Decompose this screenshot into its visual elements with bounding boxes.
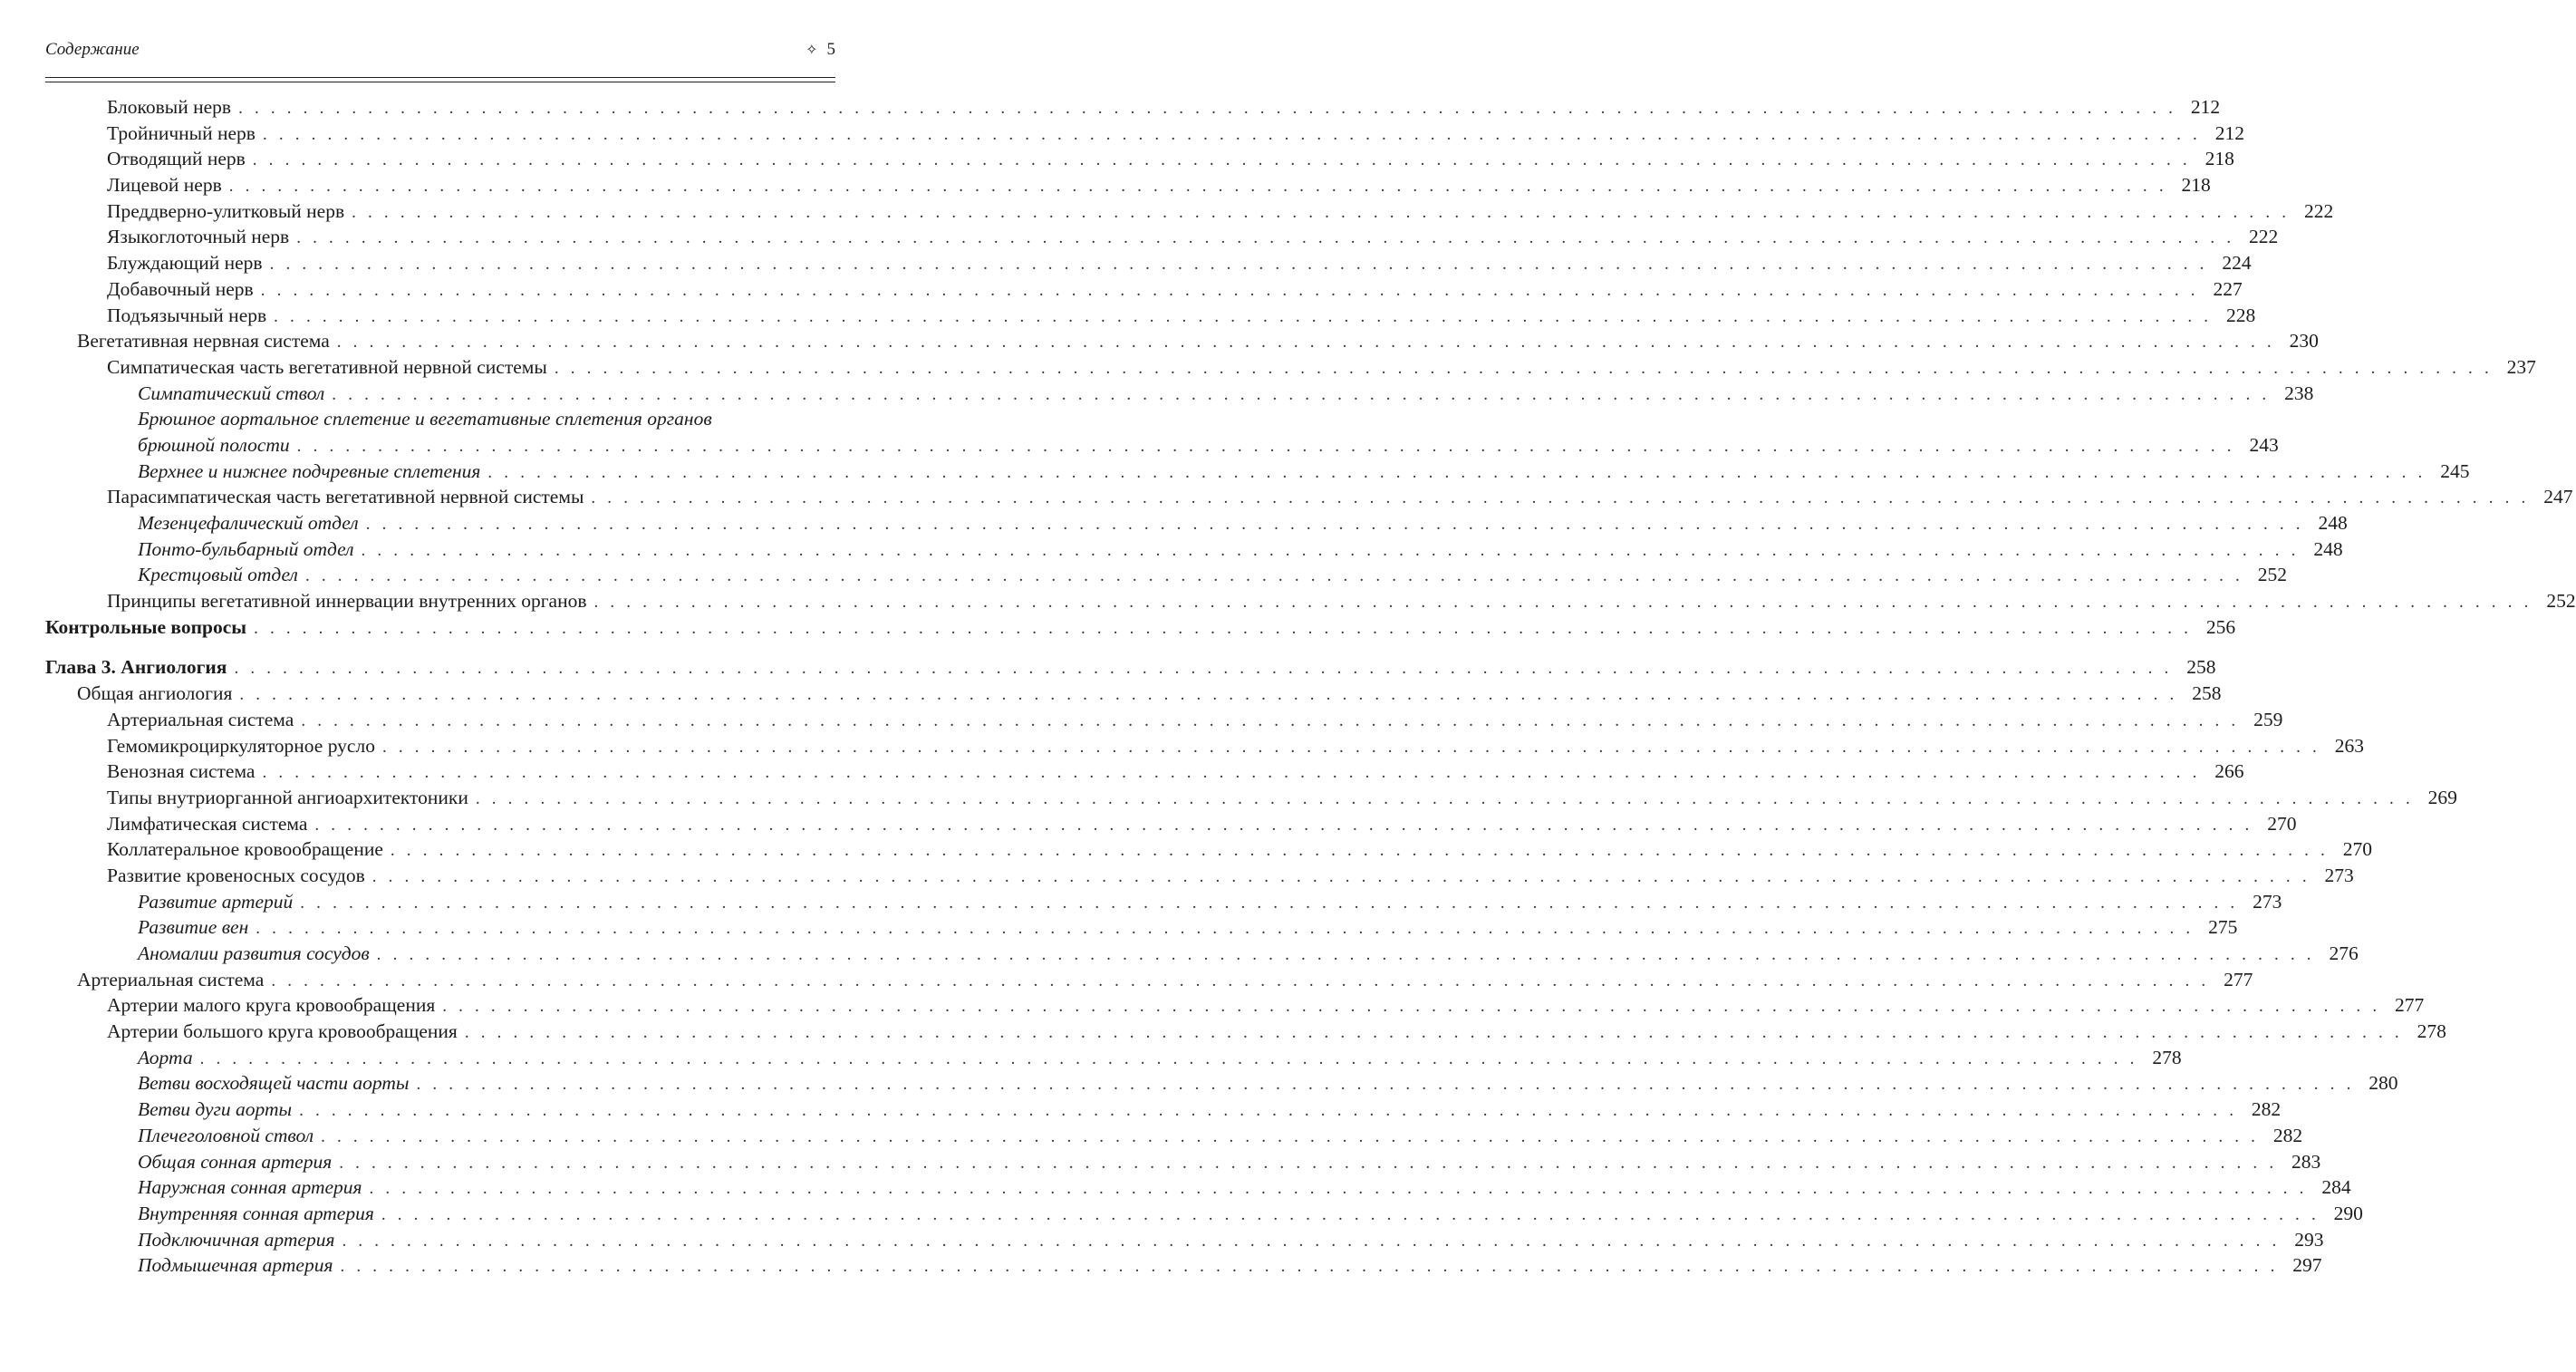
dot-leader: . . . . . . . . . . . . . . . . . . . . . . . . . . . . . . . . . . . . . . . . . . . . . . . . . . . . . . . . . . . . . . . . . . . . . . . . . . . . . . . . . . . . . . . . . . . . . . . . . . . . . . . . . . . . . . . . . . . . . . . .: [381, 737, 2321, 757]
toc-entry-title: Ветви дуги аорты: [138, 1098, 293, 1121]
toc-entry: [45, 992, 2425, 1019]
diamond-icon: ✧: [806, 43, 818, 58]
toc-entry: [45, 1252, 2322, 1279]
toc-entry-page: 247: [2543, 486, 2573, 508]
toc-entry-title: брюшной полости: [138, 433, 290, 456]
dot-leader: . . . . . . . . . . . . . . . . . . . . . . . . . . . . . . . . . . . . . . . . . . . . . . . . . . . . . . . . . . . . . . . . . . . . . . . . . . . . . . . . . . . . . . . . . . . . . . . . . . . . . . . . . . . . . . . . . . . . . . . .: [487, 462, 2426, 482]
toc-entry-page: 259: [2253, 708, 2283, 730]
toc-entry: [45, 614, 2236, 641]
toc-entry-page: 266: [2214, 760, 2244, 783]
toc-entry: [45, 654, 2216, 681]
dot-leader: . . . . . . . . . . . . . . . . . . . . . . . . . . . . . . . . . . . . . . . . . . . . . . . . . . . . . . . . . . . . . . . . . . . . . . . . . . . . . . . . . . . . . . . . . . . . . . . . . . . . . . . . . . . . . . . . . . . . . . . .: [256, 919, 2195, 939]
dot-leader: . . . . . . . . . . . . . . . . . . . . . . . . . . . . . . . . . . . . . . . . . . . . . . . . . . . . . . . . . . . . . . . . . . . . . . . . . . . . . . . . . . . . . . . . . . . . . . . . . . . . . . . . . . . . . . . . . . . . . . . .: [239, 685, 2178, 705]
toc-entry-page: 258: [2186, 656, 2216, 679]
dot-leader: . . . . . . . . . . . . . . . . . . . . . . . . . . . . . . . . . . . . . . . . . . . . . . . . . . . . . . . . . . . . . . . . . . . . . . . . . . . . . . . . . . . . . . . . . . . . . . . . . . . . . . . . . . . . . . . . . . . . . . . .: [296, 228, 2235, 248]
toc-entry-page: 269: [2427, 786, 2457, 808]
dot-leader: . . . . . . . . . . . . . . . . . . . . . . . . . . . . . . . . . . . . . . . . . . . . . . . . . . . . . . . . . . . . . . . . . . . . . . . . . . . . . . . . . . . . . . . . . . . . . . . . . . . . . . . . . . . . . . . . . . . . . . . .: [339, 1153, 2278, 1173]
toc-entry: [45, 303, 2256, 329]
dot-leader: . . . . . . . . . . . . . . . . . . . . . . . . . . . . . . . . . . . . . . . . . . . . . . . . . . . . . . . . . . . . . . . . . . . . . . . . . . . . . . . . . . . . . . . . . . . . . . . . . . . . . . . . . . . . . . . . . . . . . . . .: [442, 997, 2381, 1017]
toc-entry-title: Парасимпатическая часть вегетативной нервной системы: [107, 486, 584, 508]
toc-entry-title: Ветви восходящей части аорты: [138, 1072, 410, 1095]
dot-leader: . . . . . . . . . . . . . . . . . . . . . . . . . . . . . . . . . . . . . . . . . . . . . . . . . . . . . . . . . . . . . . . . . . . . . . . . . . . . . . . . . . . . . . . . . . . . . . . . . . . . . . . . . . . . . . . . . . . . . . . .: [340, 1257, 2279, 1277]
toc-entry-title: Развитие кровеносных сосудов: [107, 864, 365, 886]
toc-entry-title: Понто-бульбарный отдел: [138, 537, 354, 560]
running-header-page: [806, 40, 835, 60]
toc-entry: [45, 863, 2354, 889]
toc-entry: [45, 121, 2244, 147]
toc-entry: [45, 172, 2211, 198]
toc-entry: [45, 1097, 2282, 1123]
toc-entry: [45, 1123, 2303, 1149]
toc-entry-page: 270: [2342, 838, 2372, 861]
toc-entry-page: 276: [2329, 942, 2359, 964]
dot-leader: . . . . . . . . . . . . . . . . . . . . . . . . . . . . . . . . . . . . . . . . . . . . . . . . . . . . . . . . . . . . . . . . . . . . . . . . . . . . . . . . . . . . . . . . . . . . . . . . . . . . . . . . . . . . . . . . . . . . . . . .: [262, 763, 2201, 783]
page-number: 5: [826, 40, 835, 59]
dot-leader: . . . . . . . . . . . . . . . . . . . . . . . . . . . . . . . . . . . . . . . . . . . . . . . . . . . . . . . . . . . . . . . . . . . . . . . . . . . . . . . . . . . . . . . . . . . . . . . . . . . . . . . . . . . . . . . . . . . . . . . .: [269, 255, 2208, 275]
toc-entry-page: 270: [2267, 812, 2297, 835]
toc-entry-title: Подмышечная артерия: [138, 1254, 333, 1277]
toc-entry: [45, 406, 836, 432]
dot-leader: . . . . . . . . . . . . . . . . . . . . . . . . . . . . . . . . . . . . . . . . . . . . . . . . . . . . . . . . . . . . . . . . . . . . . . . . . . . . . . . . . . . . . . . . . . . . . . . . . . . . . . . . . . . . . . . . . . . . . . . .: [591, 488, 2530, 508]
dot-leader: . . . . . . . . . . . . . . . . . . . . . . . . . . . . . . . . . . . . . . . . . . . . . . . . . . . . . . . . . . . . . . . . . . . . . . . . . . . . . . . . . . . . . . . . . . . . . . . . . . . . . . . . . . . . . . . . . . . . . . . .: [365, 515, 2304, 534]
dot-leader: . . . . . . . . . . . . . . . . . . . . . . . . . . . . . . . . . . . . . . . . . . . . . . . . . . . . . . . . . . . . . . . . . . . . . . . . . . . . . . . . . . . . . . . . . . . . . . . . . . . . . . . . . . . . . . . . . . . . . . . .: [234, 659, 2173, 679]
toc-entry-page: 263: [2334, 734, 2365, 757]
toc-entry: [45, 707, 2283, 733]
toc-entry: [45, 381, 2314, 407]
toc-entry-title: Преддверно-улитковый нерв: [107, 199, 345, 222]
toc-entry: [45, 536, 2343, 563]
toc-entry-page: 248: [2313, 537, 2343, 560]
toc-entry-title: Внутренняя сонная артерия: [138, 1202, 374, 1224]
toc-entry-title: Наружная сонная артерия: [138, 1176, 362, 1199]
toc-entry-title: Аномалии развития сосудов: [138, 942, 370, 964]
toc-entry: [45, 328, 2319, 354]
toc-entry: [45, 198, 2334, 225]
dot-leader: . . . . . . . . . . . . . . . . . . . . . . . . . . . . . . . . . . . . . . . . . . . . . . . . . . . . . . . . . . . . . . . . . . . . . . . . . . . . . . . . . . . . . . . . . . . . . . . . . . . . . . . . . . . . . . . . . . . . . . . .: [593, 593, 2533, 613]
toc-entry: [45, 1174, 2351, 1201]
dot-leader: . . . . . . . . . . . . . . . . . . . . . . . . . . . . . . . . . . . . . . . . . . . . . . . . . . . . . . . . . . . . . . . . . . . . . . . . . . . . . . . . . . . . . . . . . . . . . . . . . . . . . . . . . . . . . . . . . . . . . . . .: [260, 280, 2199, 300]
toc-entry: [45, 432, 2279, 459]
toc-entry-page: 273: [2253, 890, 2282, 913]
toc-entry: [45, 484, 2573, 510]
toc-entry-page: 258: [2192, 682, 2222, 705]
toc-entry: [45, 1019, 2446, 1045]
toc-entry: [45, 889, 2282, 915]
toc-entry-page: 238: [2284, 382, 2314, 404]
toc-entry-title: Подключичная артерия: [138, 1228, 335, 1251]
toc-entry-page: 275: [2208, 916, 2238, 939]
dot-leader: . . . . . . . . . . . . . . . . . . . . . . . . . . . . . . . . . . . . . . . . . . . . . . . . . . . . . . . . . . . . . . . . . . . . . . . . . . . . . . . . . . . . . . . . . . . . . . . . . . . . . . . . . . . . . . . . . . . . . . . .: [390, 841, 2329, 861]
toc-entry-page: 237: [2506, 355, 2536, 378]
toc-entry: [45, 1201, 2363, 1227]
toc-entry: [45, 733, 2365, 759]
toc-entry-title: Венозная система: [107, 760, 256, 783]
dot-leader: . . . . . . . . . . . . . . . . . . . . . . . . . . . . . . . . . . . . . . . . . . . . . . . . . . . . . . . . . . . . . . . . . . . . . . . . . . . . . . . . . . . . . . . . . . . . . . . . . . . . . . . . . . . . . . . . . . . . . . . .: [336, 333, 2275, 353]
toc-entry-page: 212: [2190, 96, 2221, 118]
toc-entry-page: 278: [2152, 1046, 2182, 1068]
dot-leader: . . . . . . . . . . . . . . . . . . . . . . . . . . . . . . . . . . . . . . . . . . . . . . . . . . . . . . . . . . . . . . . . . . . . . . . . . . . . . . . . . . . . . . . . . . . . . . . . . . . . . . . . . . . . . . . . . . . . . . . .: [296, 436, 2235, 456]
toc-entry-title: Общая ангиология: [77, 682, 233, 705]
toc-entry-title: Глава 3. Ангиология: [45, 656, 227, 679]
dot-leader: . . . . . . . . . . . . . . . . . . . . . . . . . . . . . . . . . . . . . . . . . . . . . . . . . . . . . . . . . . . . . . . . . . . . . . . . . . . . . . . . . . . . . . . . . . . . . . . . . . . . . . . . . . . . . . . . . . . . . . . .: [376, 945, 2315, 964]
toc-entry: [45, 1070, 2398, 1097]
toc-entry-title: Брюшное аортальное сплетение и вегетативные сплетения органов: [138, 408, 712, 430]
dot-leader: . . . . . . . . . . . . . . . . . . . . . . . . . . . . . . . . . . . . . . . . . . . . . . . . . . . . . . . . . . . . . . . . . . . . . . . . . . . . . . . . . . . . . . . . . . . . . . . . . . . . . . . . . . . . . . . . . . . . . . . .: [361, 540, 2300, 560]
toc-entry-page: 277: [2224, 968, 2253, 990]
toc-entry: [45, 681, 2222, 707]
toc-entry-title: Верхнее и нижнее подчревные сплетения: [138, 459, 481, 482]
toc-entry-title: Гемомикроциркуляторное русло: [107, 734, 375, 757]
toc-entry: [45, 276, 2243, 303]
toc-entry: [45, 510, 2348, 536]
dot-leader: . . . . . . . . . . . . . . . . . . . . . . . . . . . . . . . . . . . . . . . . . . . . . . . . . . . . . . . . . . . . . . . . . . . . . . . . . . . . . . . . . . . . . . . . . . . . . . . . . . . . . . . . . . . . . . . . . . . . . . . .: [300, 893, 2239, 913]
toc-entry-title: Артерии большого круга кровообращения: [107, 1020, 458, 1043]
dot-leader: . . . . . . . . . . . . . . . . . . . . . . . . . . . . . . . . . . . . . . . . . . . . . . . . . . . . . . . . . . . . . . . . . . . . . . . . . . . . . . . . . . . . . . . . . . . . . . . . . . . . . . . . . . . . . . . . . . . . . . . .: [342, 1231, 2281, 1251]
toc-entry-page: 283: [2291, 1150, 2321, 1173]
header-rule-top: [45, 77, 835, 78]
toc-entry-page: 230: [2289, 330, 2319, 353]
toc-entry-title: Артериальная система: [107, 708, 294, 730]
toc-entry-page: 252: [2257, 564, 2287, 586]
dot-leader: . . . . . . . . . . . . . . . . . . . . . . . . . . . . . . . . . . . . . . . . . . . . . . . . . . . . . . . . . . . . . . . . . . . . . . . . . . . . . . . . . . . . . . . . . . . . . . . . . . . . . . . . . . . . . . . . . . . . . . . .: [475, 788, 2414, 808]
dot-leader: . . . . . . . . . . . . . . . . . . . . . . . . . . . . . . . . . . . . . . . . . . . . . . . . . . . . . . . . . . . . . . . . . . . . . . . . . . . . . . . . . . . . . . . . . . . . . . . . . . . . . . . . . . . . . . . . . . . . . . . .: [321, 1126, 2260, 1146]
toc-entry-page: 297: [2292, 1254, 2322, 1277]
toc-entry-title: Крестцовый отдел: [138, 564, 298, 586]
dot-leader: . . . . . . . . . . . . . . . . . . . . . . . . . . . . . . . . . . . . . . . . . . . . . . . . . . . . . . . . . . . . . . . . . . . . . . . . . . . . . . . . . . . . . . . . . . . . . . . . . . . . . . . . . . . . . . . . . . . . . . . .: [416, 1075, 2355, 1095]
toc-entry: [45, 94, 2221, 121]
toc-entry: [45, 588, 2576, 614]
dot-leader: . . . . . . . . . . . . . . . . . . . . . . . . . . . . . . . . . . . . . . . . . . . . . . . . . . . . . . . . . . . . . . . . . . . . . . . . . . . . . . . . . . . . . . . . . . . . . . . . . . . . . . . . . . . . . . . . . . . . . . . .: [262, 124, 2201, 144]
toc-entry-page: 212: [2214, 121, 2244, 144]
toc-entry-page: 228: [2225, 304, 2256, 326]
toc-entry: [45, 146, 2234, 172]
toc-entry: [45, 459, 2470, 485]
toc-entry-page: 277: [2395, 994, 2425, 1017]
toc-entry-page: 248: [2318, 512, 2348, 534]
running-header: [45, 40, 835, 65]
toc-entry: [45, 354, 2536, 381]
dot-leader: . . . . . . . . . . . . . . . . . . . . . . . . . . . . . . . . . . . . . . . . . . . . . . . . . . . . . . . . . . . . . . . . . . . . . . . . . . . . . . . . . . . . . . . . . . . . . . . . . . . . . . . . . . . . . . . . . . . . . . . .: [252, 150, 2191, 170]
toc-entry-page: 224: [2222, 252, 2252, 275]
toc-entry-title: Тройничный нерв: [107, 121, 256, 144]
toc-entry-title: Общая сонная артерия: [138, 1150, 333, 1173]
toc-entry-page: 293: [2294, 1228, 2324, 1251]
toc-entry: [45, 224, 2279, 250]
toc-entry-title: Языкоглоточный нерв: [107, 226, 290, 248]
dot-leader: . . . . . . . . . . . . . . . . . . . . . . . . . . . . . . . . . . . . . . . . . . . . . . . . . . . . . . . . . . . . . . . . . . . . . . . . . . . . . . . . . . . . . . . . . . . . . . . . . . . . . . . . . . . . . . . . . . . . . . . .: [301, 710, 2240, 730]
dot-leader: . . . . . . . . . . . . . . . . . . . . . . . . . . . . . . . . . . . . . . . . . . . . . . . . . . . . . . . . . . . . . . . . . . . . . . . . . . . . . . . . . . . . . . . . . . . . . . . . . . . . . . . . . . . . . . . . . . . . . . . .: [228, 177, 2167, 197]
dot-leader: . . . . . . . . . . . . . . . . . . . . . . . . . . . . . . . . . . . . . . . . . . . . . . . . . . . . . . . . . . . . . . . . . . . . . . . . . . . . . . . . . . . . . . . . . . . . . . . . . . . . . . . . . . . . . . . . . . . . . . . .: [369, 1179, 2308, 1199]
toc-entry-page: 280: [2369, 1072, 2398, 1095]
toc-entry: [45, 811, 2297, 837]
dot-leader: . . . . . . . . . . . . . . . . . . . . . . . . . . . . . . . . . . . . . . . . . . . . . . . . . . . . . . . . . . . . . . . . . . . . . . . . . . . . . . . . . . . . . . . . . . . . . . . . . . . . . . . . . . . . . . . . . . . . . . . .: [554, 358, 2493, 378]
dot-leader: . . . . . . . . . . . . . . . . . . . . . . . . . . . . . . . . . . . . . . . . . . . . . . . . . . . . . . . . . . . . . . . . . . . . . . . . . . . . . . . . . . . . . . . . . . . . . . . . . . . . . . . . . . . . . . . . . . . . . . . .: [352, 202, 2291, 222]
toc-entry: [45, 836, 2372, 863]
toc-entry-page: 273: [2324, 864, 2354, 886]
toc-entry-title: Плечеголовной ствол: [138, 1124, 314, 1146]
toc-entry-title: Аорта: [138, 1046, 193, 1068]
toc-entry: [45, 967, 2253, 993]
dot-leader: . . . . . . . . . . . . . . . . . . . . . . . . . . . . . . . . . . . . . . . . . . . . . . . . . . . . . . . . . . . . . . . . . . . . . . . . . . . . . . . . . . . . . . . . . . . . . . . . . . . . . . . . . . . . . . . . . . . . . . . .: [464, 1023, 2403, 1043]
toc-entry-title: Развитие вен: [138, 916, 249, 939]
toc-entry-title: Отводящий нерв: [107, 148, 246, 170]
dot-leader: . . . . . . . . . . . . . . . . . . . . . . . . . . . . . . . . . . . . . . . . . . . . . . . . . . . . . . . . . . . . . . . . . . . . . . . . . . . . . . . . . . . . . . . . . . . . . . . . . . . . . . . . . . . . . . . . . . . . . . . .: [314, 815, 2253, 835]
dot-leader: . . . . . . . . . . . . . . . . . . . . . . . . . . . . . . . . . . . . . . . . . . . . . . . . . . . . . . . . . . . . . . . . . . . . . . . . . . . . . . . . . . . . . . . . . . . . . . . . . . . . . . . . . . . . . . . . . . . . . . . .: [238, 99, 2177, 118]
table-of-contents: [45, 94, 2576, 1279]
toc-entry-title: Коллатеральное кровообращение: [107, 838, 383, 861]
toc-entry-page: 278: [2417, 1020, 2446, 1043]
dot-leader: . . . . . . . . . . . . . . . . . . . . . . . . . . . . . . . . . . . . . . . . . . . . . . . . . . . . . . . . . . . . . . . . . . . . . . . . . . . . . . . . . . . . . . . . . . . . . . . . . . . . . . . . . . . . . . . . . . . . . . . .: [271, 971, 2210, 990]
toc-entry-title: Артериальная система: [77, 968, 265, 990]
toc-entry-title: Вегетативная нервная система: [77, 330, 330, 353]
toc-entry-title: Подъязычный нерв: [107, 304, 267, 326]
toc-entry-title: Контрольные вопросы: [45, 615, 247, 638]
toc-entry-title: Принципы вегетативной иннервации внутренних органов: [107, 590, 587, 613]
toc-entry-page: 222: [2303, 199, 2334, 222]
toc-entry-page: 243: [2249, 433, 2279, 456]
toc-entry: [45, 785, 2457, 811]
toc-entry: [45, 1227, 2324, 1253]
dot-leader: . . . . . . . . . . . . . . . . . . . . . . . . . . . . . . . . . . . . . . . . . . . . . . . . . . . . . . . . . . . . . . . . . . . . . . . . . . . . . . . . . . . . . . . . . . . . . . . . . . . . . . . . . . . . . . . . . . . . . . . .: [299, 1101, 2238, 1121]
toc-entry-page: 252: [2546, 590, 2576, 613]
toc-entry-title: Лимфатическая система: [107, 812, 308, 835]
toc-entry: [45, 758, 2244, 785]
toc-entry-page: 284: [2321, 1176, 2351, 1199]
toc-entry-title: Мезенцефалический отдел: [138, 512, 359, 534]
toc-entry-page: 227: [2213, 277, 2243, 300]
toc-entry-page: 245: [2440, 459, 2470, 482]
toc-entry-page: 282: [2251, 1098, 2282, 1121]
toc-entry: [45, 1149, 2321, 1175]
toc-entry-title: Блоковый нерв: [107, 96, 232, 118]
toc-entry-page: 290: [2333, 1202, 2363, 1224]
toc-entry: [45, 914, 2238, 941]
toc-entry-page: 256: [2205, 615, 2236, 638]
dot-leader: . . . . . . . . . . . . . . . . . . . . . . . . . . . . . . . . . . . . . . . . . . . . . . . . . . . . . . . . . . . . . . . . . . . . . . . . . . . . . . . . . . . . . . . . . . . . . . . . . . . . . . . . . . . . . . . . . . . . . . . .: [381, 1204, 2320, 1224]
toc-entry-page: 218: [2181, 174, 2211, 197]
toc-entry-title: Блуждающий нерв: [107, 252, 263, 275]
running-header-title: Содержание: [45, 40, 140, 59]
dot-leader: . . . . . . . . . . . . . . . . . . . . . . . . . . . . . . . . . . . . . . . . . . . . . . . . . . . . . . . . . . . . . . . . . . . . . . . . . . . . . . . . . . . . . . . . . . . . . . . . . . . . . . . . . . . . . . . . . . . . . . . .: [199, 1048, 2138, 1068]
toc-entry-title: Добавочный нерв: [107, 277, 254, 300]
dot-leader: . . . . . . . . . . . . . . . . . . . . . . . . . . . . . . . . . . . . . . . . . . . . . . . . . . . . . . . . . . . . . . . . . . . . . . . . . . . . . . . . . . . . . . . . . . . . . . . . . . . . . . . . . . . . . . . . . . . . . . . .: [274, 306, 2213, 326]
dot-leader: . . . . . . . . . . . . . . . . . . . . . . . . . . . . . . . . . . . . . . . . . . . . . . . . . . . . . . . . . . . . . . . . . . . . . . . . . . . . . . . . . . . . . . . . . . . . . . . . . . . . . . . . . . . . . . . . . . . . . . . .: [371, 866, 2311, 886]
toc-entry-title: Симпатическая часть вегетативной нервной системы: [107, 355, 547, 378]
toc-entry-title: Артерии малого круга кровообращения: [107, 994, 436, 1017]
dot-leader: . . . . . . . . . . . . . . . . . . . . . . . . . . . . . . . . . . . . . . . . . . . . . . . . . . . . . . . . . . . . . . . . . . . . . . . . . . . . . . . . . . . . . . . . . . . . . . . . . . . . . . . . . . . . . . . . . . . . . . . .: [254, 618, 2193, 638]
toc-entry-title: Развитие артерий: [138, 890, 294, 913]
toc-entry: [45, 941, 2359, 967]
toc-entry-page: 218: [2205, 148, 2234, 170]
toc-entry-title: Лицевой нерв: [107, 174, 222, 197]
toc-entry-page: 282: [2272, 1124, 2303, 1146]
toc-entry-title: Симпатический ствол: [138, 382, 325, 404]
dot-leader: . . . . . . . . . . . . . . . . . . . . . . . . . . . . . . . . . . . . . . . . . . . . . . . . . . . . . . . . . . . . . . . . . . . . . . . . . . . . . . . . . . . . . . . . . . . . . . . . . . . . . . . . . . . . . . . . . . . . . . . .: [304, 566, 2243, 586]
toc-entry: [45, 562, 2287, 588]
toc-entry: [45, 250, 2252, 276]
dot-leader: . . . . . . . . . . . . . . . . . . . . . . . . . . . . . . . . . . . . . . . . . . . . . . . . . . . . . . . . . . . . . . . . . . . . . . . . . . . . . . . . . . . . . . . . . . . . . . . . . . . . . . . . . . . . . . . . . . . . . . . .: [332, 384, 2271, 404]
toc-entry: [45, 1045, 2182, 1071]
toc-entry-title: Типы внутриорганной ангиоархитектоники: [107, 786, 468, 808]
toc-entry-page: 222: [2249, 226, 2279, 248]
